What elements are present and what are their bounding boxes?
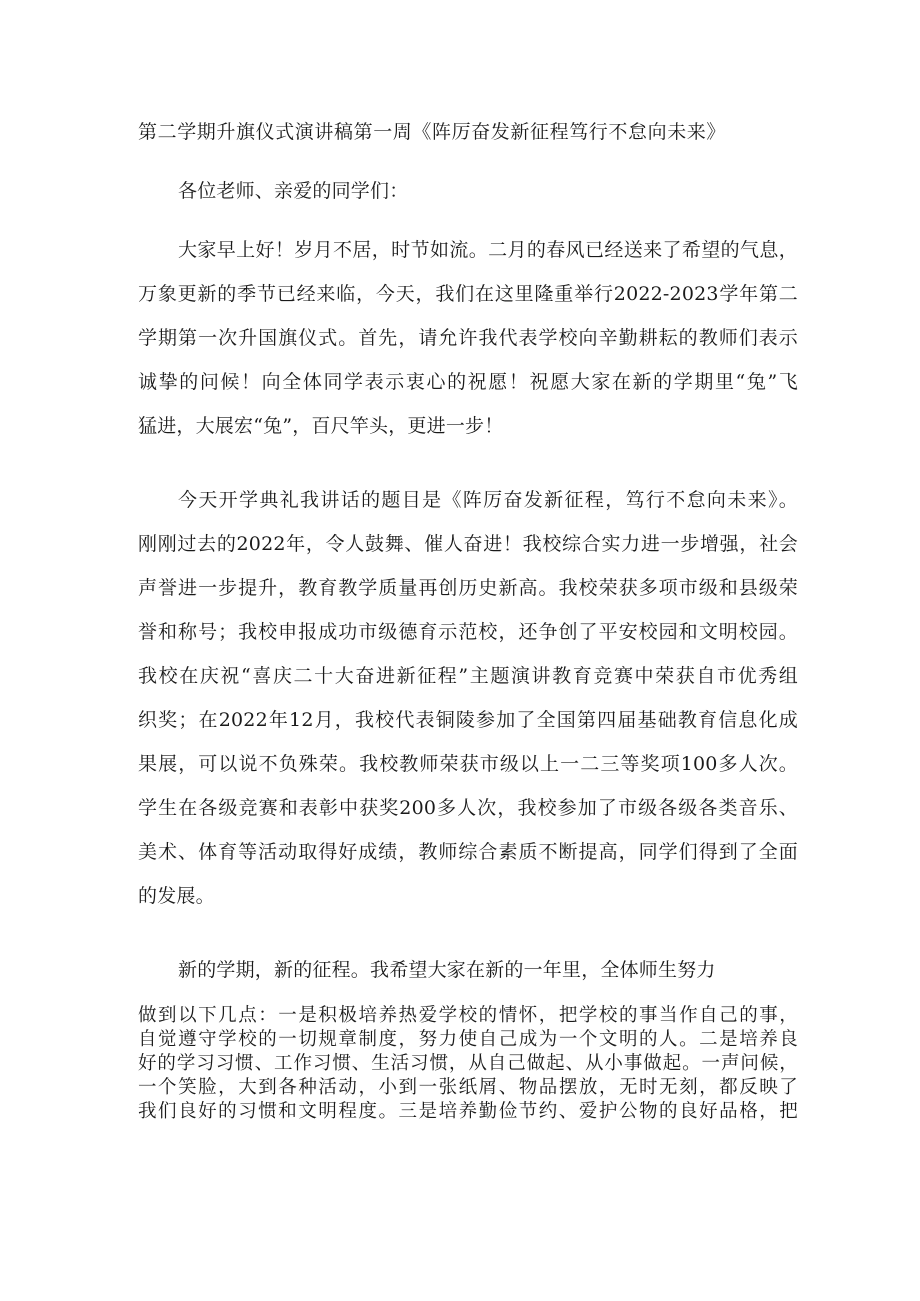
paragraph2-line: 声誉进一步提升，教育教学质量再创历史新高。我校荣获多项市级和县级荣 (138, 577, 798, 599)
paragraph2-line: 的发展。 (138, 885, 215, 907)
document-title: 第二学期升旗仪式演讲稿第一周《阵厉奋发新征程笃行不怠向未来》 (138, 121, 727, 143)
paragraph1-line: 学期第一次升国旗仪式。首先，请允许我代表学校向辛勤耕耘的教师们表示 (138, 327, 798, 349)
paragraph2-line: 刚刚过去的2022年，令人鼓舞、催人奋进！我校综合实力进一步增强，社会 (138, 533, 798, 555)
paragraph1-line: 大家早上好！岁月不居，时节如流。二月的春风已经送来了希望的气息， (178, 239, 798, 261)
paragraph3-line: 我们良好的习惯和文明程度。三是培养勤俭节约、爱护公物的良好品格，把 (138, 1101, 798, 1122)
paragraph3-line: 做到以下几点：一是积极培养热爱学校的情怀，把学校的事当作自己的事， (138, 1005, 798, 1026)
paragraph2-line: 我校在庆祝“喜庆二十大奋进新征程”主题演讲教育竞赛中荣获自市优秀组 (138, 665, 798, 687)
greeting: 各位老师、亲爱的同学们： (178, 180, 409, 202)
paragraph2-line: 学生在各级竞赛和表彰中获奖200多人次，我校参加了市级各级各类音乐、 (138, 797, 798, 819)
paragraph1-line: 万象更新的季节已经来临，今天，我们在这里隆重举行2022-2023学年第二 (138, 283, 798, 305)
paragraph3-line: 一个笑脸，大到各种活动，小到一张纸屑、物品摆放，无时无刻，都反映了 (138, 1077, 798, 1098)
paragraph3-line: 好的学习习惯、工作习惯、生活习惯，从自己做起、从小事做起。一声问候， (138, 1053, 798, 1074)
paragraph2-line: 今天开学典礼我讲话的题目是《阵厉奋发新征程，笃行不怠向未来》。 (178, 489, 798, 511)
paragraph2-line: 果展，可以说不负殊荣。我校教师荣获市级以上一二三等奖项100多人次。 (138, 753, 798, 775)
paragraph2-line: 美术、体育等活动取得好成绩，教师综合素质不断提高，同学们得到了全面 (138, 841, 798, 863)
paragraph2-line: 织奖；在2022年12月，我校代表铜陵参加了全国第四届基础教育信息化成 (138, 709, 798, 731)
paragraph1-line: 猛进，大展宏“兔”，百尺竿头，更进一步！ (138, 415, 504, 437)
paragraph3-lead: 新的学期，新的征程。我希望大家在新的一年里，全体师生努力 (178, 959, 716, 981)
paragraph2-line: 誉和称号；我校申报成功市级德育示范校，还争创了平安校园和文明校园。 (138, 621, 798, 643)
paragraph1-line: 诚挚的问候！向全体同学表示衷心的祝愿！祝愿大家在新的学期里“兔”飞 (138, 371, 798, 393)
paragraph3-line: 自觉遵守学校的一切规章制度，努力使自己成为一个文明的人。二是培养良 (138, 1029, 798, 1050)
